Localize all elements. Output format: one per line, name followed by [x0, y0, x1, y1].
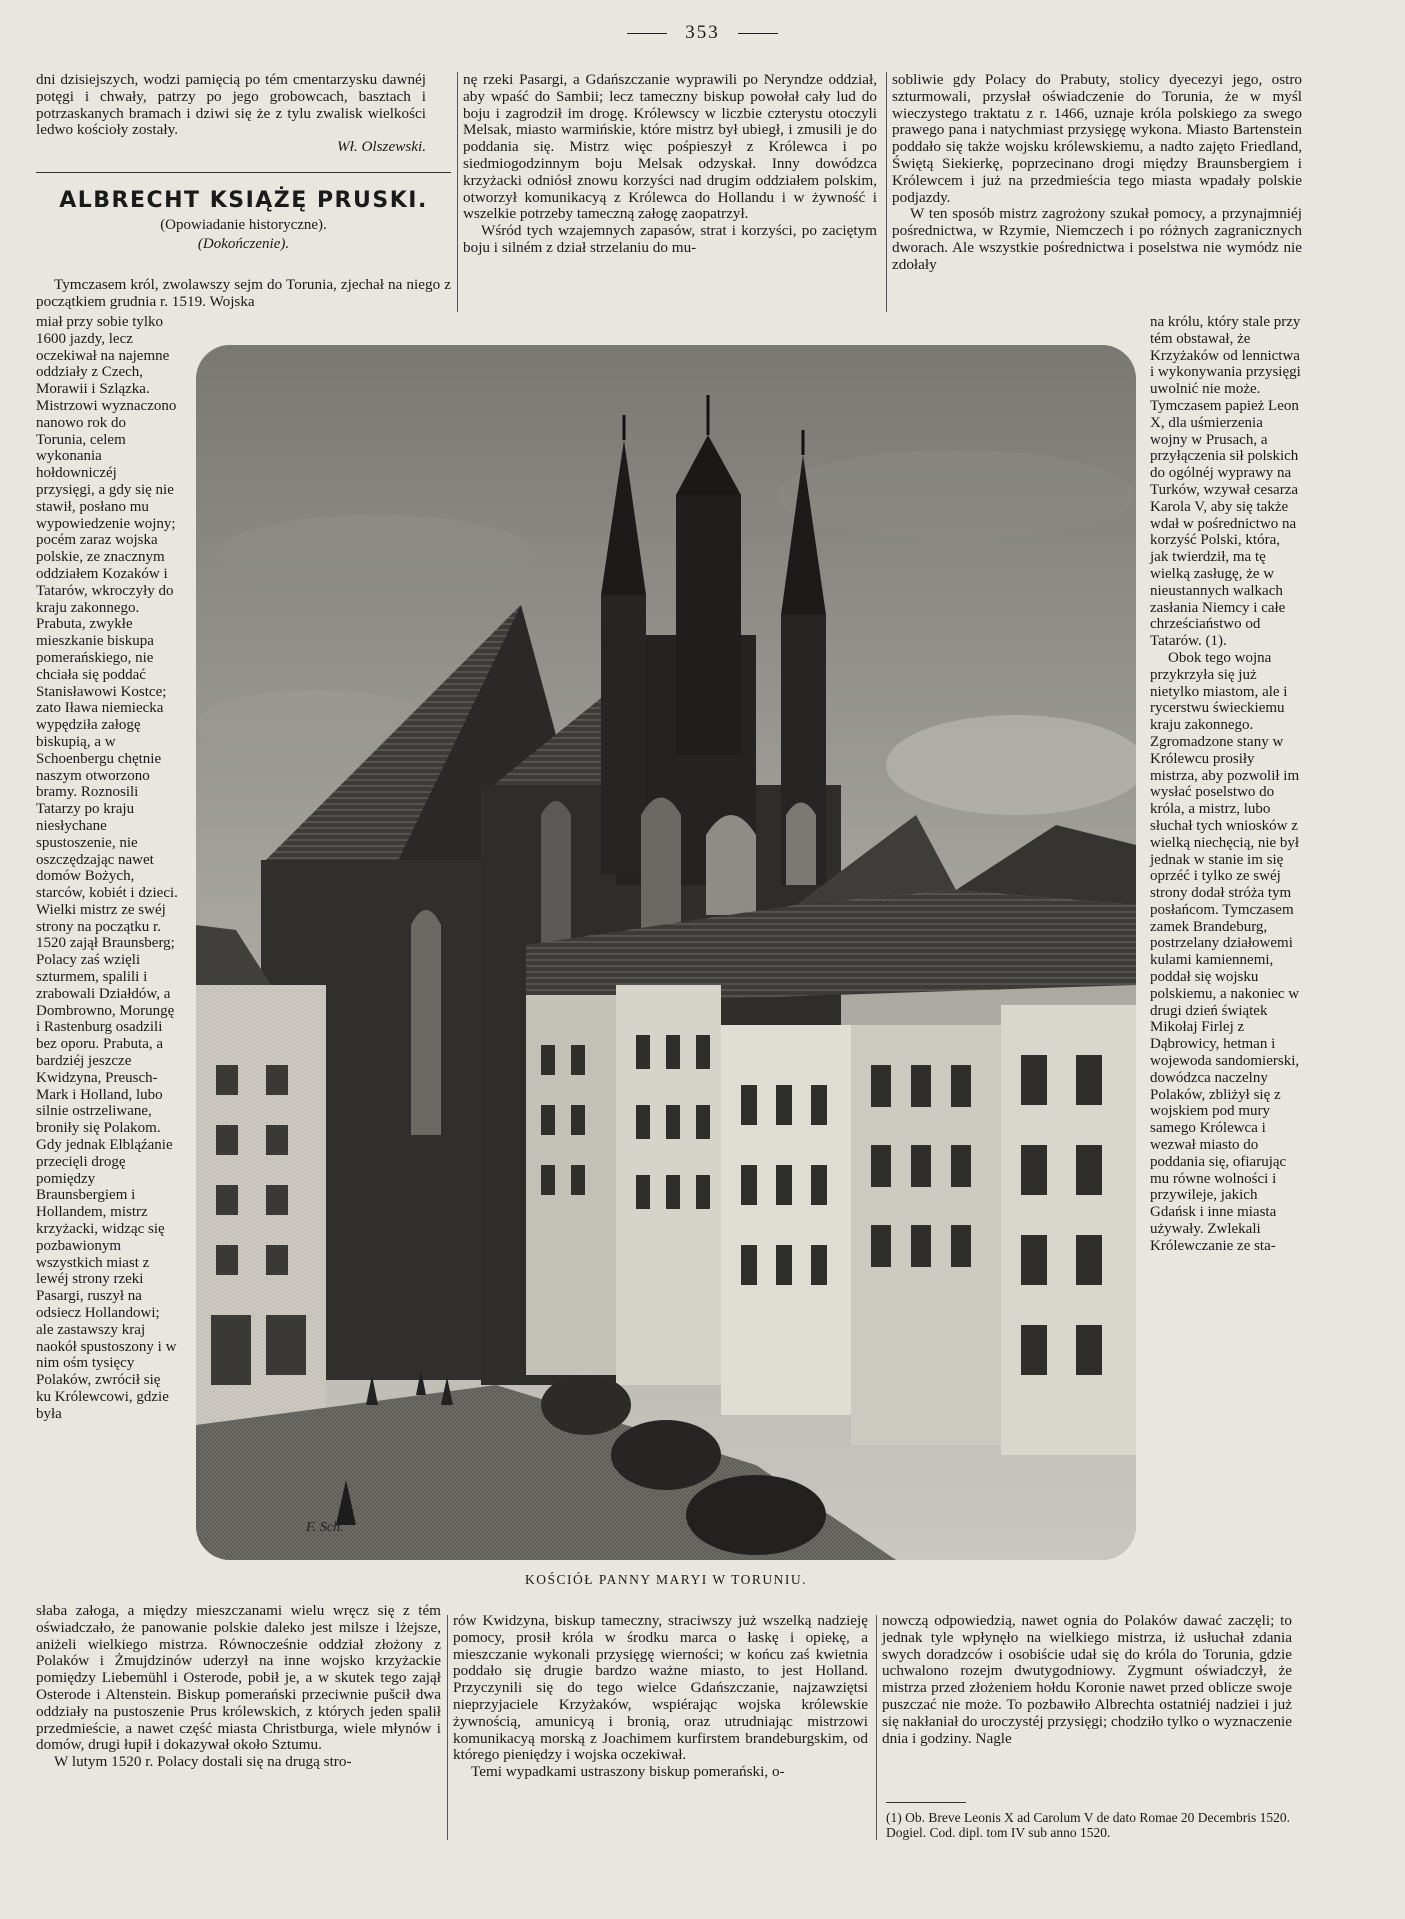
left-column-intro: [36, 277, 451, 311]
middle-bottom-text: rów Kwidzyna, biskup tameczny, straciwszy już wszelką nadzieję pomocy, prosił króla w środku marca o łaskę i opiekę, a mieszczanie wykonali przysięgę wierności; w końcu zaś kwietnia poddało się drugie bardzo ważne miasto, to jest Holland. Przyczynili się do tego wielce Gdańszczanie, najzawziętsi nieprzyjaciele Krzyżaków, wspiérając wojska królewskie żywnością, amunicyą i bronią, oraz utrudniając mistrzowi komunikacyą morską z Joachimem kurfirstem brandeburgskim, od którego pieniędzy i wojska oczekiwał.: [453, 1612, 868, 1764]
left-intro-text: Tymczasem król, zwolawszy sejm do Torunia, zjechał na niego z początkiem grudnia r. 1519. Wojska: [36, 276, 451, 310]
article-title: ALBRECHT KSIĄŻĘ PRUSKI.: [59, 188, 428, 213]
column-rule-top-right: [886, 72, 887, 312]
engraver-signature: F. Sch.: [306, 1520, 344, 1535]
article-heading: [36, 188, 451, 253]
right-bottom-text: nowczą odpowiedzią, nawet ognia do Polaków dawać zaczęli; to jednak tyle wpłynęło na wielkiego mistrza, iż usłuchał zdania swych doradzców i osobiście udał się do króla do Torunia, gdzie uchwalono rozejm dwutygodniowy. Zygmunt oświadczył, że mistrza przed złożeniem hołdu Koronie nawet przed oblicze swoje puszczać nie może. To pozbawiło Albrechta ostatniéj nadziei i już się nakłaniał do uroczystéj przysięgi; chodziło tylko o wyznaczenie dnia i godziny. Nagle: [882, 1612, 1292, 1747]
footnote: (1) Ob. Breve Leonis X ad Carolum V de dato Romae 20 Decembris 1520. Dogiel. Cod. dipl. tom IV sub anno 1520.: [886, 1810, 1291, 1840]
left-bottom-text: słaba załoga, a między mieszczanami wielu wręcz się z tém oświadczało, że panowanie polskie daleko jest milsze i lżejsze, aniżeli wielkiego mistrza. Równocześnie oddział złożony z Polaków i Żmujdzinów uderzył na inne wojsko krzyżackie pomiędzy Liebemühl i Osterode, pobił je, a w skutek tego zajął Osterode i Altenstein. Biskup pomerański przeciwnie pušcił dwa oddziały na pustoszenie Prus królewskich, z których jeden spalił przedmieście, a nawet część miasta Christburga, wiele młynów i domów, drugi łupił i dokazywał około Sztumu.: [36, 1602, 441, 1754]
middle-top-text-2: Wśród tych wzajemnych zapasów, strat i korzyści, po zaciętym boju i silném z dział strzelaniu do mu-: [463, 222, 877, 256]
right-top-text: sobliwie gdy Polacy do Prabuty, stolicy dyecezyi jego, ostro szturmowali, przysłał oświadczenie do Torunia, że w myśl wieczystego traktatu z r. 1466, uznaje króla polskiego za swego prawego pana i natychmiast przysięgę wykona. Miasto Bartenstein poddało się także wojsku królewskiemu, a nadto zajęto Friedland, Świętą Siekierkę, poprzecinano drogi między Braunsbergiem i Królewcem i już na przedmieścia tego miasta wpadały polskie podjazdy.: [892, 71, 1302, 206]
middle-column-bottom: [453, 1613, 868, 1781]
engraving-svg: [196, 345, 1136, 1560]
page-number: [0, 22, 1405, 44]
article-subtitle: (Opowiadanie historyczne).: [160, 217, 327, 233]
page-number-text: 353: [685, 22, 720, 43]
prev-article-text: dni dzisiejszych, wodzi pamięcią po tém cmentarzysku dawnéj potęgi i chwały, patrzy po jego grobowcach, basztach i potrzaskanych bramach i dziwi się że z tylu zwalisk wielkości ledwo kościoły zostały.: [36, 71, 426, 139]
middle-top-text: nę rzeki Pasargi, a Gdańszczanie wyprawili po Neryndze oddział, aby wpaść do Sambii; lecz tameczny biskup powołał cały lud do boju i zagrodził im drogę. Królewscy w liczbie czterystu otoczyli Melsak, miasto warmińskie, które mistrz był ubiegł, i zmusili je do poddania się. Mistrz więc pośpieszył z Królewca i po siedmiogodzinnym boju Melsak odzyskał. Inny dowódzca krzyżacki odniósł znowu korzyści nad drugim oddziałem polskim, otworzył komunikacyą z Królewca do Hollandu i w żywność i wszelkie potrzeby tameczną załogę zaopatrzył.: [463, 71, 877, 223]
right-narrow-text: na królu, który stale przy tém obstawał, że Krzyżaków od lennictwa i wykonywania przysięgi uwolnić nie może. Tymczasem papież Leon X, dla uśmierzenia wojny w Prusach, a przyłączenia sił polskich do ogólnéj wyprawy na Turków, wzywał cesarza Karola V, aby się także wdał w pośrednictwo na korzyść Polski, która, jak twierdził, ma tę wielką zasługę, że w nieustannych walkach zasłania Niemcy i całe chrześciaństwo od Tatarów. (1).: [1150, 314, 1301, 650]
right-top-text-2: W ten sposób mistrz zagrożony szukał pomocy, a przynajmniéj pośrednictwa, w Rzymie, Niemczech i po różnych zagranicznych dworach. Ale wszystkie pośrednictwa i poselstwa nie wymódz nie zdołały: [892, 205, 1302, 273]
left-column-bottom: [36, 1603, 441, 1771]
article-status: (Dokończenie).: [197, 236, 290, 252]
column-rule-bottom-right: [876, 1615, 877, 1840]
middle-bottom-text-2: Temi wypadkami ustraszony biskup pomerański, o-: [471, 1763, 785, 1781]
middle-column-top: [463, 72, 877, 257]
left-narrow-column: [36, 314, 178, 1423]
right-column-top: [892, 72, 1302, 274]
article-divider: [36, 172, 451, 173]
image-caption: KOŚCIÓŁ PANNY MARYI W TORUNIU.: [525, 1572, 807, 1587]
column-rule-bottom-left: [447, 1615, 448, 1840]
prev-article-end: [36, 72, 426, 156]
left-bottom-text-2: W lutym 1520 r. Polacy dostali się na drugą stro-: [54, 1753, 352, 1771]
left-narrow-text: miał przy sobie tylko 1600 jazdy, lecz oczekiwał na najemne oddziały z Czech, Morawii i Szlązka. Mistrzowi wyznaczono nanowo rok do Torunia, celem wykonania hołdowniczéj przysięgi, a gdy się nie stawił, posłano mu wypowiedzenie wojny; pocém zaraz wojska polskie, ze znacznym oddziałem Kozaków i Tatarów, wkroczyły do kraju zakonnego. Prabuta, zwykłe mieszkanie biskupa pomerańskiego, nie chciała się poddać Stanisławowi Kostce; zato Iława niemiecka wypędziła załogę biskupią, a w Schoenbergu chętnie naszym otworzono bramy. Roznosili Tatarzy po kraju niesłychane spustoszenie, nie oszczędzając nawet domów Bożych, starców, kobiét i dzieci. Wielki mistrz ze swéj strony na początku r. 1520 zajął Braunsberg; Polacy zaś wzięli szturmem, spalili i zrabowali Działdów, a Dombrowno, Morungę i Rastenburg osadzili bez oporu. Prabuta, a bardziéj jeszcze Kwidzyna, Preusch-Mark i Holland, lubo silnie ostrzeliwane, broniły się Polakom. Gdy jednak Elbląźanie przecięli drogę pomiędzy Braunsbergiem i Hollandem, mistrz krzyżacki, widząc się pozbawionym wszystkich miast z lewéj strony rzeki Pasargi, ruszył na odsiecz Hollandowi; ale zastawszy kraj naokół spustoszony i w nim ośm tysięcy Polaków, zwrócił się ku Królewcowi, gdzie była: [36, 314, 178, 1422]
author-signature: Wł. Olszewski.: [336, 138, 426, 156]
right-narrow-text-2: Obok tego wojna przykrzyła się już nietylko miastom, ale i rycerstwu świeckiemu kraju zakonnego. Zgromadzone stany w Królewcu prosiły mistrza, aby pozwolił im wysłać poselstwo do króla, a mistrz, lubo słuchał tych wniosków z wielką niechęcią, nie był jednak w stanie im się oprzéć i tylko ze swéj strony dodał stróża tym posłańcom. Tymczasem zamek Brandeburg, postrzelany działowemi kulami kamiennemi, poddał się wojsku polskiemu, a nakoniec w drugi dzień świątek Mikołaj Firlej z Dąbrowicy, hetman i wojewoda sandomierski, dowódzca naczelny Polaków, zbliżył się z wojskiem pod mury samego Królewca i wezwał miasto do poddania się, ofiarując mu równe wolności i przywileje, jakich Gdańsk i inne miasta używały. Zwlekali Królewczanie ze sta-: [1150, 649, 1300, 1254]
column-rule-top-left: [457, 72, 458, 312]
church-illustration: [196, 345, 1136, 1560]
right-narrow-column: [1150, 314, 1302, 1255]
footnote-rule: [886, 1802, 966, 1803]
right-column-bottom: [882, 1613, 1292, 1747]
